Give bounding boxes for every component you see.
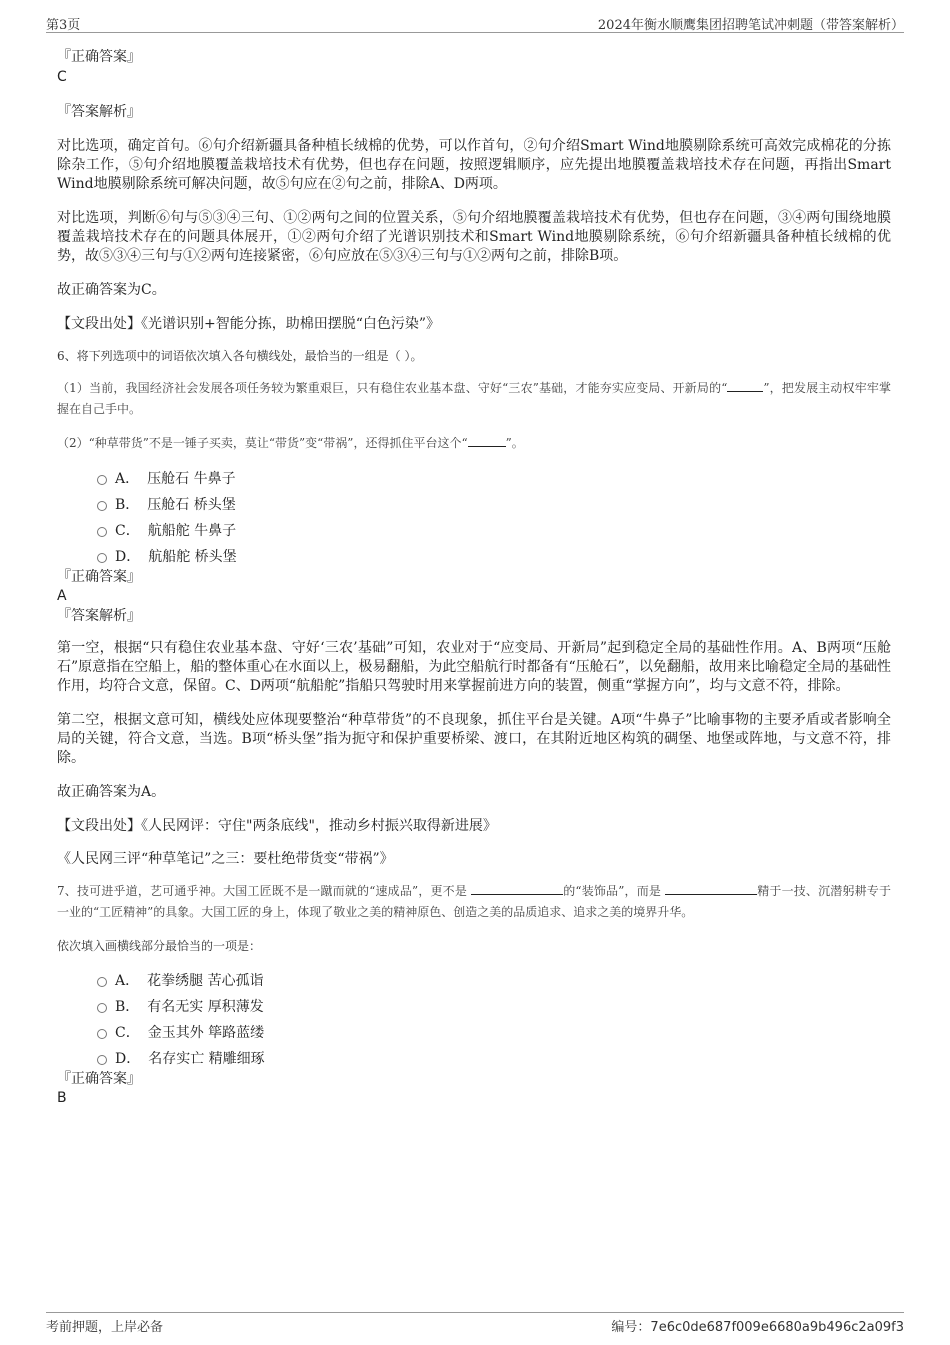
source-title-2: 《人民网三评“种草笔记”之三：要杜绝带货变“带祸”》 xyxy=(57,851,394,867)
page-header xyxy=(46,12,904,33)
radio-icon[interactable] xyxy=(97,1029,107,1039)
page-footer xyxy=(46,1312,904,1335)
source-label: 【文段出处】 xyxy=(57,818,141,834)
analysis-label: 『答案解析』 xyxy=(57,608,141,624)
analysis-paragraph: 第二空，根据文意可知，横线处应体现要整治“种草带货”的不良现象，抓住平台是关键。A项“牛鼻子”比喻事物的主要矛盾或者影响全局的关键，符合文意，当选。B项“桥头堡”指为扼守和保护重要桥梁、渡口，在其附近地区构筑的碉堡、地堡或阵地，与文意不符，排除。 xyxy=(57,712,891,766)
radio-icon[interactable] xyxy=(97,1003,107,1013)
option-a[interactable]: A． 压舱石 牛鼻子 xyxy=(57,470,891,496)
option-b[interactable]: B． 压舱石 桥头堡 xyxy=(57,496,891,522)
conclusion: 故正确答案为C。 xyxy=(57,282,166,298)
option-a[interactable]: A． 花拳绣腿 苦心孤诣 xyxy=(57,972,891,998)
page-number: 第3页 xyxy=(46,18,81,33)
option-list xyxy=(57,470,891,574)
conclusion: 故正确答案为A。 xyxy=(57,784,166,800)
radio-icon[interactable] xyxy=(97,1055,107,1065)
option-c[interactable]: C． 航船舵 牛鼻子 xyxy=(57,522,891,548)
option-list xyxy=(57,972,891,1076)
radio-icon[interactable] xyxy=(97,475,107,485)
option-b[interactable]: B． 有名无实 厚积薄发 xyxy=(57,998,891,1024)
fill-blank xyxy=(471,882,563,895)
answer-value: C xyxy=(57,69,67,85)
fill-blank xyxy=(665,882,757,895)
document-code: 编号：7e6c0de687f009e6680a9b496c2a09f3 xyxy=(611,1320,904,1335)
answer-label: 『正确答案』 xyxy=(57,49,141,65)
question-stem: 7、技可进乎道，艺可通乎神。大国工匠既不是一蹴而就的“速成品”，更不是 的“装饰品”，而是 精于一技、沉潜躬耕专于一业的“工匠精神”的具象。大国工匠的身上，体现了敬业之美的精神原色、创造之美的品质追求、追求之美的境界升华。 xyxy=(57,884,891,919)
question-sentence-1: （1）当前，我国经济社会发展各项任务较为繁重艰巨，只有稳住农业基本盘、守好“三农”基础，才能夯实应变局、开新局的“ ”，把发展主动权牢牢掌握在自己手中。 xyxy=(57,381,891,416)
analysis-paragraph: 对比选项，确定首句。⑥句介绍新疆具备种植长绒棉的优势，可以作首句，②句介绍Smart Wind地膜剔除系统可高效完成棉花的分拣除杂工作，⑤句介绍地膜覆盖栽培技术有优势，但也存在问题，按照逻辑顺序，应先提出地膜覆盖栽培技术存在问题，再指出Smart Wind地膜剔除系统可解决问题，故⑤句应在②句之前，排除A、D两项。 xyxy=(57,138,891,192)
option-c[interactable]: C． 金玉其外 筚路蓝缕 xyxy=(57,1024,891,1050)
source-line xyxy=(57,817,891,836)
document-title: 2024年衡水顺鹰集团招聘笔试冲刺题（带答案解析） xyxy=(597,18,904,33)
answer-value: B xyxy=(57,1090,67,1106)
radio-icon[interactable] xyxy=(97,977,107,987)
question-stem: 6、将下列选项中的词语依次填入各句横线处，最恰当的一组是（ ）。 xyxy=(57,349,423,363)
source-line xyxy=(57,315,891,334)
source-title: 《光谱识别+智能分拣，助棉田摆脱“白色污染”》 xyxy=(141,316,441,332)
option-d[interactable]: D． 名存实亡 精雕细琢 xyxy=(57,1050,891,1076)
source-title: 《人民网评：守住"两条底线"，推动乡村振兴取得新进展》 xyxy=(141,818,497,834)
fill-blank xyxy=(727,379,763,392)
answer-label: 『正确答案』 xyxy=(57,1071,141,1087)
analysis-paragraph: 对比选项，判断⑥句与⑤③④三句、①②两句之间的位置关系，⑤句介绍地膜覆盖栽培技术有优势，但也存在问题，③④两句围绕地膜覆盖栽培技术存在的问题具体展开，①②两句介绍了光谱识别技术和Smart Wind地膜剔除系统，⑥句介绍新疆具备种植长绒棉的优势，故⑤③④三句与①②两句连接紧密，⑥句应放在⑤③④三句与①②两句之前，排除B项。 xyxy=(57,210,891,264)
radio-icon[interactable] xyxy=(97,553,107,563)
option-d[interactable]: D． 航船舵 桥头堡 xyxy=(57,548,891,574)
answer-label: 『正确答案』 xyxy=(57,569,141,585)
question-instruction: 依次填入画横线部分最恰当的一项是： xyxy=(57,939,262,953)
radio-icon[interactable] xyxy=(97,527,107,537)
radio-icon[interactable] xyxy=(97,501,107,511)
footer-slogan: 考前押题，上岸必备 xyxy=(46,1320,164,1335)
question-sentence-2: （2）“种草带货”不是一锤子买卖，莫让“带货”变“带祸”，还得抓住平台这个“ ”。 xyxy=(57,436,524,450)
analysis-label: 『答案解析』 xyxy=(57,104,141,120)
fill-blank xyxy=(468,434,506,447)
answer-value: A xyxy=(57,588,67,604)
analysis-paragraph: 第一空，根据“只有稳住农业基本盘、守好‘三农’基础”可知，农业对于“应变局、开新局”起到稳定全局的基础性作用。A、B两项“压舱石”原意指在空船上，船的整体重心在水面以上，极易翻船，为此空船航行时都备有“压舱石”，以免翻船，故用来比喻稳定全局的基础性作用，均符合文意，保留。C、D两项“航船舵”指船只驾驶时用来掌握前进方向的装置，侧重“掌握方向”，均与文意不符，排除。 xyxy=(57,640,891,694)
source-label: 【文段出处】 xyxy=(57,316,141,332)
page-content xyxy=(57,46,891,1107)
